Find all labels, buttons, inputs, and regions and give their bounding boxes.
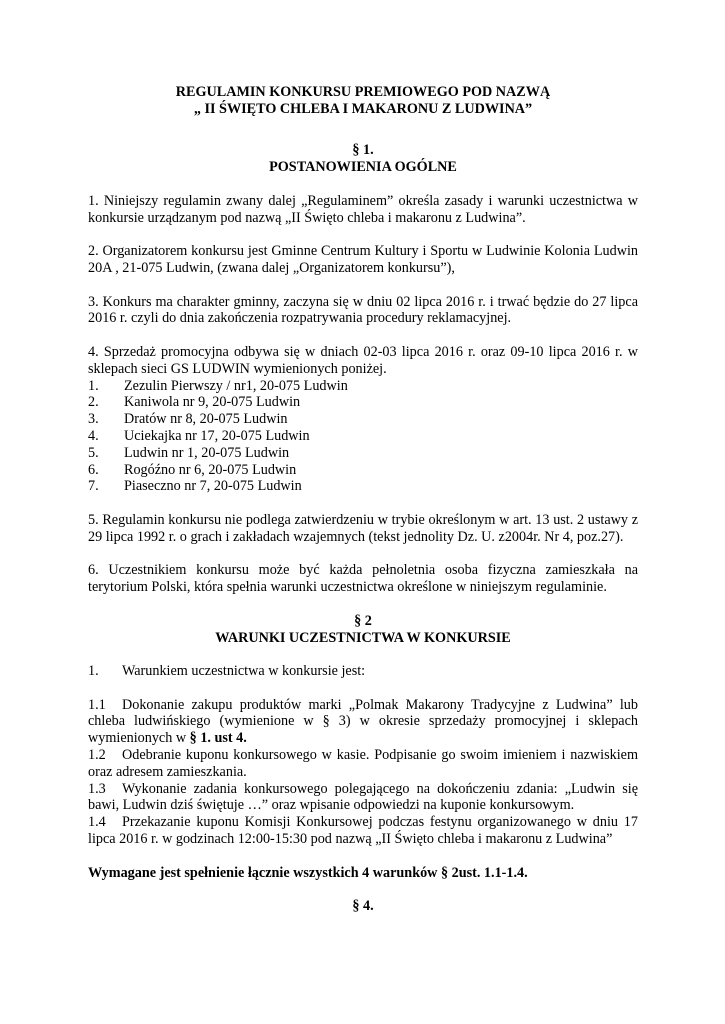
list-item	[88, 378, 638, 395]
condition-number: 1.1	[88, 696, 106, 713]
condition-1-3	[88, 781, 638, 815]
condition-number: 1.3	[88, 780, 106, 797]
document-page	[88, 84, 638, 915]
list-item	[88, 478, 638, 495]
shop-number: 5.	[88, 444, 99, 461]
condition-text: Odebranie kuponu konkursowego w kasie. Podpisanie go swoim imieniem i nazwiskiem oraz adresem zamieszkania.	[88, 747, 638, 780]
section1-paragraph-6: 6. Uczestnikiem konkursu może być każda pełnoletnia osoba fizyczna zamieszkała na terytorium Polski, która spełnia warunki uczestnictwa określone w niniejszym regulaminie.	[88, 562, 638, 596]
shop-number: 7.	[88, 478, 99, 495]
section2-number: § 2	[354, 612, 372, 629]
condition-text: Wykonanie zadania konkursowego polegającego na dokończeniu zdania: „Ludwin się bawi, Ludwin dziś świętuje …” oraz wpisanie odpowiedzi na kuponie konkursowym.	[88, 780, 638, 814]
condition-text: Dokonanie zakupu produktów marki „Polmak Makarony Tradycyjne z Ludwina” lub chleba ludwińskiego (wymienione w § 3) w okresie sprzedaży promocyjnej i sklepach wymienionych w	[88, 696, 638, 747]
list-item	[88, 394, 638, 411]
section1-heading: POSTANOWIENIA OGÓLNE	[269, 159, 457, 176]
shop-address: Piaseczno nr 7, 20-075 Ludwin	[124, 478, 302, 495]
shop-number: 1.	[88, 377, 99, 394]
shop-number: 2.	[88, 394, 99, 411]
section1-paragraph-3: 3. Konkurs ma charakter gminny, zaczyna się w dniu 02 lipca 2016 r. i trwać będzie do 27 lipca 2016 r. czyli do dnia zakończenia rozpatrywania procedury reklamacyjnej.	[88, 293, 638, 327]
shop-address: Zezulin Pierwszy / nr1, 20-075 Ludwin	[124, 377, 348, 394]
shop-list	[88, 378, 638, 496]
condition-1-4	[88, 814, 638, 848]
shop-address: Ludwin nr 1, 20-075 Ludwin	[124, 444, 290, 461]
shop-address: Uciekajka nr 17, 20-075 Ludwin	[124, 427, 310, 444]
requirement-note: Wymagane jest spełnienie łącznie wszystkich 4 warunków § 2ust. 1.1-1.4.	[88, 864, 528, 881]
condition-number: 1.4	[88, 814, 106, 831]
section1-paragraph-1: 1. Niniejszy regulamin zwany dalej „Regulaminem” określa zasady i warunki uczestnictwa w konkursie urządzanym pod nazwą „II Święto chleba i makaronu z Ludwina”.	[88, 192, 638, 226]
shop-number: 3.	[88, 411, 99, 428]
condition-number: 1.2	[88, 747, 106, 764]
list-item	[88, 411, 638, 428]
section1-number: § 1.	[352, 142, 374, 159]
section1-paragraph-4: 4. Sprzedaż promocyjna odbywa się w dniach 02-03 lipca 2016 r. oraz 09-10 lipca 2016 r. w sklepach sieci GS LUDWIN wymienionych poniżej.	[88, 343, 638, 377]
shop-address: Kaniwola nr 9, 20-075 Ludwin	[124, 394, 301, 411]
item-text: Warunkiem uczestnictwa w konkursie jest:	[122, 663, 366, 680]
condition-1-2	[88, 747, 638, 781]
document-title-line2: „ II ŚWIĘTO CHLEBA I MAKARONU Z LUDWINA”	[193, 100, 533, 117]
shop-number: 4.	[88, 427, 99, 444]
section1-paragraph-5: 5. Regulamin konkursu nie podlega zatwierdzeniu w trybie określonym w art. 13 ust. 2 ustawy z 29 lipca 1992 r. o grach i zakładach wzajemnych (tekst jednolity Dz. U. z2004r. Nr 4, poz.27).	[88, 511, 638, 545]
section2-heading: WARUNKI UCZESTNICTWA W KONKURSIE	[215, 629, 511, 646]
list-item	[88, 428, 638, 445]
item-number: 1.	[88, 663, 99, 680]
document-title-line1: REGULAMIN KONKURSU PREMIOWEGO POD NAZWĄ	[175, 84, 551, 100]
section4-number: § 4.	[352, 898, 374, 915]
section1-paragraph-2: 2. Organizatorem konkursu jest Gminne Centrum Kultury i Sportu w Ludwinie Kolonia Ludwin 20A , 21-075 Ludwin, (zwana dalej „Organizatorem konkursu”),	[88, 243, 638, 276]
list-item	[88, 445, 638, 462]
list-item	[88, 462, 638, 479]
shop-address: Dratów nr 8, 20-075 Ludwin	[124, 411, 288, 428]
condition-reference: § 1. ust 4.	[189, 730, 247, 747]
condition-text: Przekazanie kuponu Komisji Konkursowej podczas festynu organizowanego w dniu 17 lipca 2016 r. w godzinach 12:00-15:30 pod nazwą „II Święto chleba i makaronu z Ludwina”	[88, 814, 638, 848]
condition-1-1	[88, 697, 638, 747]
shop-address: Rogóźno nr 6, 20-075 Ludwin	[124, 461, 297, 478]
shop-number: 6.	[88, 461, 99, 478]
section2-item-1	[88, 663, 638, 680]
